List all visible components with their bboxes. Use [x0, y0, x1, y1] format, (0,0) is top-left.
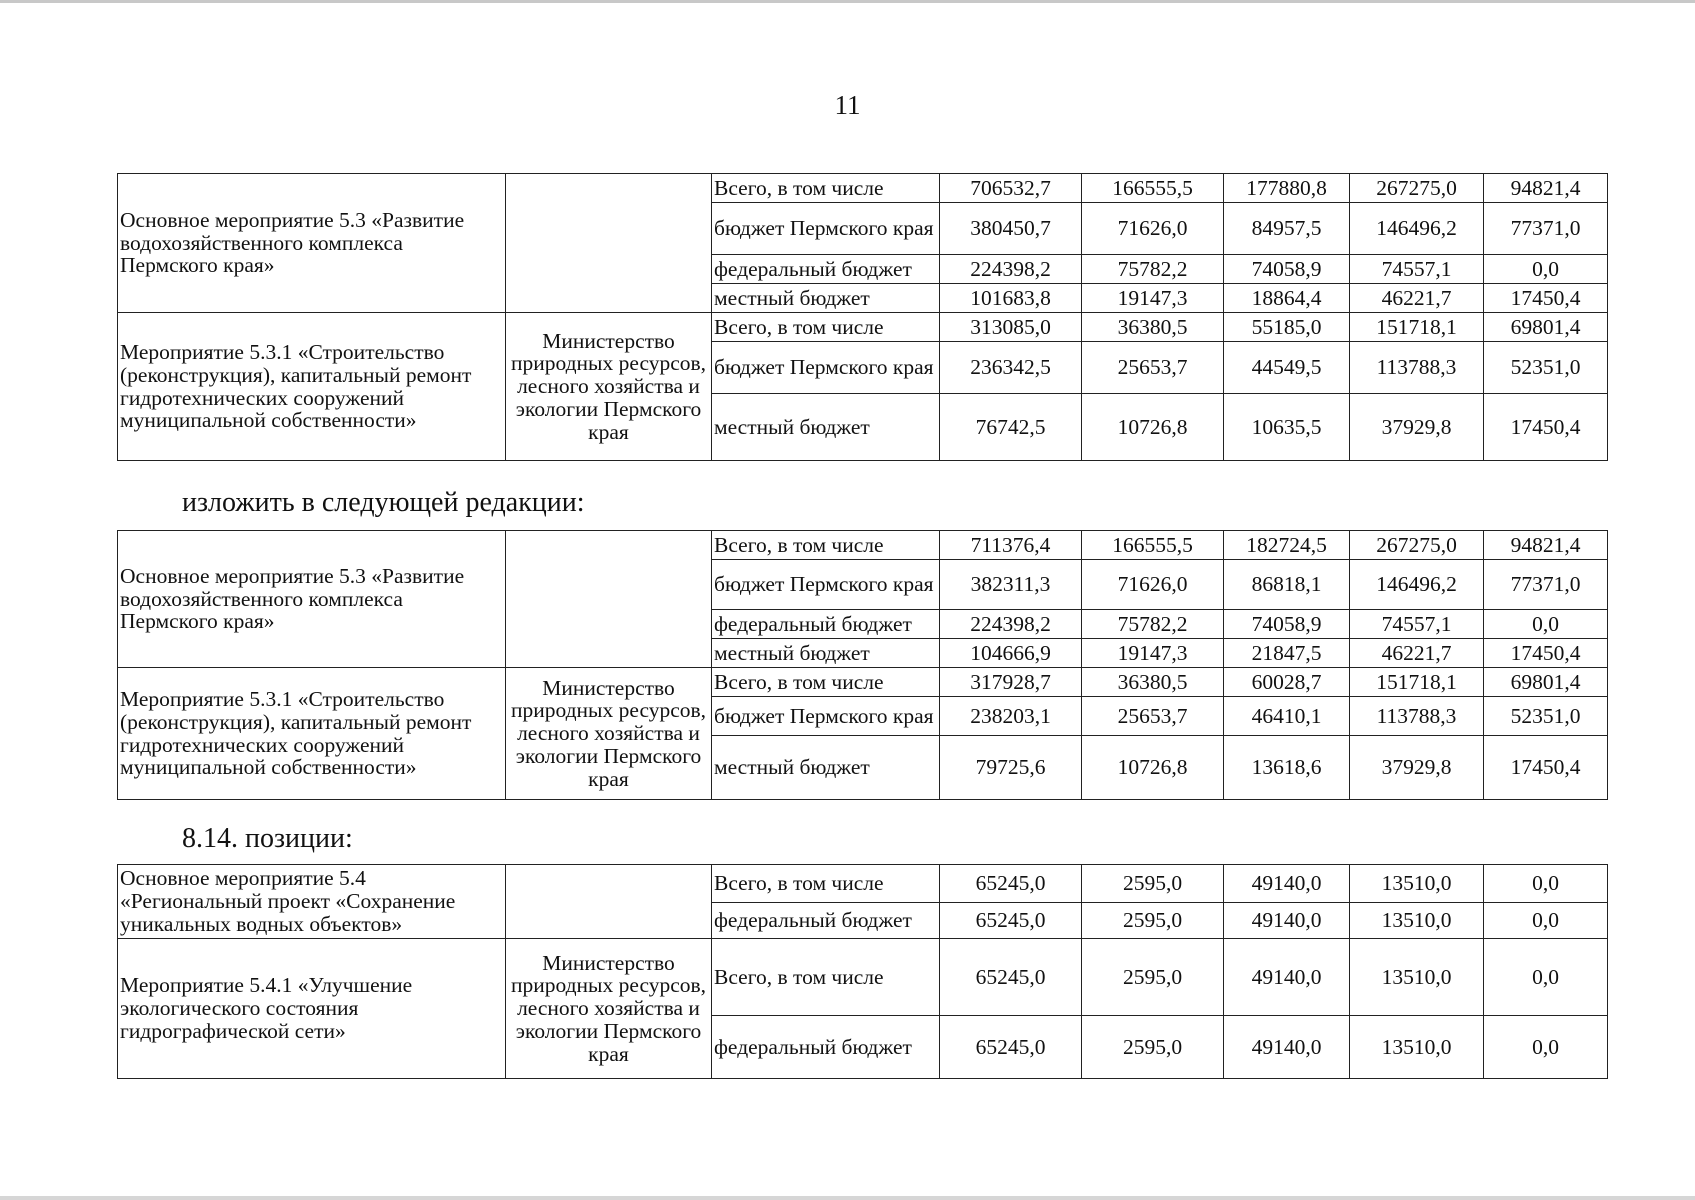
amount-cell: 25653,7: [1082, 697, 1224, 736]
activity-name: Мероприятие 5.3.1 «Строительство (реконструкция), капитальный ремонт гидротехнических сооружений муниципальной собственности»: [118, 313, 506, 461]
amount-cell: 224398,2: [940, 255, 1082, 284]
amount-cell: 711376,4: [940, 531, 1082, 560]
amount-cell: 236342,5: [940, 342, 1082, 394]
amount-cell: 13510,0: [1350, 903, 1484, 939]
amount-cell: 36380,5: [1082, 313, 1224, 342]
amount-cell: 10726,8: [1082, 736, 1224, 800]
amount-cell: 69801,4: [1484, 313, 1608, 342]
amount-cell: 13510,0: [1350, 1016, 1484, 1079]
amount-cell: 101683,8: [940, 284, 1082, 313]
amount-cell: 84957,5: [1224, 203, 1350, 255]
amount-cell: 19147,3: [1082, 639, 1224, 668]
amount-cell: 65245,0: [940, 865, 1082, 903]
amount-cell: 151718,1: [1350, 313, 1484, 342]
executor: Министерство природных ресурсов, лесного хозяйства и экологии Пермского края: [506, 939, 712, 1079]
amount-cell: 75782,2: [1082, 255, 1224, 284]
amount-cell: 380450,7: [940, 203, 1082, 255]
amount-cell: 113788,3: [1350, 342, 1484, 394]
amount-cell: 74058,9: [1224, 610, 1350, 639]
amount-cell: 60028,7: [1224, 668, 1350, 697]
funding-table-positions: [117, 864, 1608, 1079]
amount-cell: 74058,9: [1224, 255, 1350, 284]
amount-cell: 21847,5: [1224, 639, 1350, 668]
table-row: [118, 174, 1608, 203]
funding-source: федеральный бюджет: [712, 610, 940, 639]
amount-cell: 37929,8: [1350, 736, 1484, 800]
amount-cell: 113788,3: [1350, 697, 1484, 736]
amount-cell: 10726,8: [1082, 394, 1224, 461]
amount-cell: 18864,4: [1224, 284, 1350, 313]
funding-source: местный бюджет: [712, 736, 940, 800]
funding-source: местный бюджет: [712, 394, 940, 461]
page-number: 11: [834, 90, 861, 120]
amount-cell: 71626,0: [1082, 203, 1224, 255]
funding-source: Всего, в том числе: [712, 865, 940, 903]
amount-cell: 74557,1: [1350, 610, 1484, 639]
amount-cell: 146496,2: [1350, 203, 1484, 255]
funding-source: Всего, в том числе: [712, 939, 940, 1016]
amount-cell: 94821,4: [1484, 531, 1608, 560]
funding-source: бюджет Пермского края: [712, 560, 940, 610]
amount-cell: 49140,0: [1224, 903, 1350, 939]
amount-cell: 19147,3: [1082, 284, 1224, 313]
amount-cell: 182724,5: [1224, 531, 1350, 560]
amount-cell: 52351,0: [1484, 697, 1608, 736]
amount-cell: 71626,0: [1082, 560, 1224, 610]
amount-cell: 177880,8: [1224, 174, 1350, 203]
funding-source: местный бюджет: [712, 284, 940, 313]
amount-cell: 52351,0: [1484, 342, 1608, 394]
table-row: [118, 939, 1608, 1016]
amount-cell: 2595,0: [1082, 1016, 1224, 1079]
funding-source: местный бюджет: [712, 639, 940, 668]
amount-cell: 224398,2: [940, 610, 1082, 639]
amount-cell: 79725,6: [940, 736, 1082, 800]
funding-source: федеральный бюджет: [712, 903, 940, 939]
amount-cell: 25653,7: [1082, 342, 1224, 394]
amount-cell: 37929,8: [1350, 394, 1484, 461]
funding-source: бюджет Пермского края: [712, 203, 940, 255]
amount-cell: 76742,5: [940, 394, 1082, 461]
activity-name: Основное мероприятие 5.3 «Развитие водохозяйственного комплекса Пермского края»: [118, 174, 506, 313]
amount-cell: 17450,4: [1484, 394, 1608, 461]
activity-name: Мероприятие 5.4.1 «Улучшение экологического состояния гидрографической сети»: [118, 939, 506, 1079]
amount-cell: 69801,4: [1484, 668, 1608, 697]
amount-cell: 13510,0: [1350, 865, 1484, 903]
amount-cell: 0,0: [1484, 1016, 1608, 1079]
executor: [506, 865, 712, 939]
amount-cell: 75782,2: [1082, 610, 1224, 639]
funding-source: федеральный бюджет: [712, 255, 940, 284]
amount-cell: 46221,7: [1350, 284, 1484, 313]
funding-source: бюджет Пермского края: [712, 697, 940, 736]
funding-source: Всего, в том числе: [712, 531, 940, 560]
amount-cell: 36380,5: [1082, 668, 1224, 697]
funding-table-amended: [117, 530, 1608, 800]
amendment-instruction: изложить в следующей редакции:: [182, 487, 585, 518]
amount-cell: 46221,7: [1350, 639, 1484, 668]
amount-cell: 317928,7: [940, 668, 1082, 697]
funding-source: Всего, в том числе: [712, 313, 940, 342]
scan-edge-top: [0, 0, 1695, 3]
amount-cell: 17450,4: [1484, 639, 1608, 668]
amount-cell: 77371,0: [1484, 560, 1608, 610]
amount-cell: 49140,0: [1224, 939, 1350, 1016]
amount-cell: 55185,0: [1224, 313, 1350, 342]
table-row: [118, 531, 1608, 560]
amount-cell: 49140,0: [1224, 865, 1350, 903]
amount-cell: 2595,0: [1082, 939, 1224, 1016]
amount-cell: 13618,6: [1224, 736, 1350, 800]
funding-table-current: [117, 173, 1608, 461]
activity-name: Основное мероприятие 5.3 «Развитие водохозяйственного комплекса Пермского края»: [118, 531, 506, 668]
amount-cell: 46410,1: [1224, 697, 1350, 736]
executor: Министерство природных ресурсов, лесного хозяйства и экологии Пермского края: [506, 313, 712, 461]
executor: Министерство природных ресурсов, лесного хозяйства и экологии Пермского края: [506, 668, 712, 800]
amount-cell: 65245,0: [940, 939, 1082, 1016]
amount-cell: 65245,0: [940, 1016, 1082, 1079]
amount-cell: 44549,5: [1224, 342, 1350, 394]
amount-cell: 74557,1: [1350, 255, 1484, 284]
amount-cell: 706532,7: [940, 174, 1082, 203]
amount-cell: 267275,0: [1350, 174, 1484, 203]
amount-cell: 166555,5: [1082, 174, 1224, 203]
amount-cell: 0,0: [1484, 610, 1608, 639]
amount-cell: 0,0: [1484, 939, 1608, 1016]
activity-name: Мероприятие 5.3.1 «Строительство (реконструкция), капитальный ремонт гидротехнических сооружений муниципальной собственности»: [118, 668, 506, 800]
amount-cell: 146496,2: [1350, 560, 1484, 610]
funding-source: Всего, в том числе: [712, 174, 940, 203]
activity-name: Основное мероприятие 5.4 «Региональный проект «Сохранение уникальных водных объектов»: [118, 865, 506, 939]
amount-cell: 17450,4: [1484, 284, 1608, 313]
amount-cell: 77371,0: [1484, 203, 1608, 255]
amount-cell: 313085,0: [940, 313, 1082, 342]
table-row: [118, 865, 1608, 903]
amount-cell: 267275,0: [1350, 531, 1484, 560]
amount-cell: 13510,0: [1350, 939, 1484, 1016]
amount-cell: 17450,4: [1484, 736, 1608, 800]
amount-cell: 104666,9: [940, 639, 1082, 668]
scan-edge-bottom: [0, 1196, 1695, 1200]
amount-cell: 151718,1: [1350, 668, 1484, 697]
amount-cell: 0,0: [1484, 903, 1608, 939]
amount-cell: 382311,3: [940, 560, 1082, 610]
section-title: 8.14. позиции:: [182, 823, 353, 854]
funding-source: федеральный бюджет: [712, 1016, 940, 1079]
amount-cell: 94821,4: [1484, 174, 1608, 203]
amount-cell: 86818,1: [1224, 560, 1350, 610]
amount-cell: 2595,0: [1082, 865, 1224, 903]
executor: [506, 531, 712, 668]
amount-cell: 0,0: [1484, 865, 1608, 903]
funding-source: бюджет Пермского края: [712, 342, 940, 394]
executor: [506, 174, 712, 313]
funding-source: Всего, в том числе: [712, 668, 940, 697]
amount-cell: 238203,1: [940, 697, 1082, 736]
amount-cell: 166555,5: [1082, 531, 1224, 560]
amount-cell: 49140,0: [1224, 1016, 1350, 1079]
amount-cell: 2595,0: [1082, 903, 1224, 939]
table-row: [118, 668, 1608, 697]
amount-cell: 65245,0: [940, 903, 1082, 939]
table-row: [118, 313, 1608, 342]
amount-cell: 10635,5: [1224, 394, 1350, 461]
amount-cell: 0,0: [1484, 255, 1608, 284]
